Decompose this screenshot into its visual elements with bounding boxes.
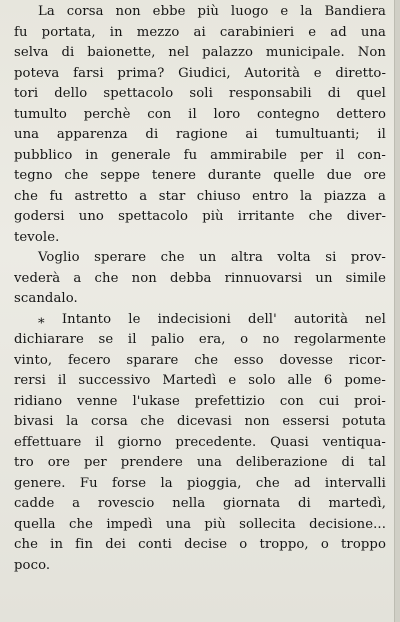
text-line: effettuare il giorno precedente. Quasi ventiqua- [14, 434, 386, 450]
paragraph-3 [14, 310, 386, 577]
text-line: vederà a che non debba rinnuovarsi un simile [14, 270, 386, 286]
text-line: selva di baionette, nel palazzo municipale. Non [14, 45, 386, 60]
text-line: cadde a rovescio nella giornata di martedì, [14, 496, 386, 511]
text-line: tumulto perchè con il loro contegno dettero [14, 106, 386, 122]
text-line: tro ore per prendere una deliberazione di tal [14, 455, 386, 470]
text-line: quella che impedì una più sollecita decisione... [14, 516, 386, 532]
paragraph-1 [14, 2, 386, 248]
text-line: ⁎ Intanto le indecisioni dell' autorità nel [38, 311, 386, 327]
text-line: pubblico in generale fu ammirabile per il con- [14, 147, 386, 163]
paragraph-2 [14, 248, 386, 310]
text-line: scandalo. [14, 291, 78, 306]
text-line: vinto, fecero sparare che esso dovesse ricor- [14, 352, 386, 368]
text-line: tevole. [14, 229, 60, 245]
text-line: La corsa non ebbe più luogo e la Bandiera [38, 4, 386, 19]
text-line: bivasi la corsa che dicevasi non essersi potuta [14, 414, 386, 429]
text-line: che in fin dei conti decise o troppo, o troppo [14, 537, 386, 552]
text-line: fu portata, in mezzo ai carabinieri e ad una [14, 24, 386, 40]
text-line: che fu astretto a star chiuso entro la piazza a [14, 188, 386, 204]
text-line: ridiano venne l'ukase prefettizio con cui proi- [14, 393, 386, 409]
text-line: poteva farsi prima? Giudici, Autorità e diretto- [14, 65, 386, 81]
text-line: poco. [14, 557, 51, 573]
text-line: rersi il successivo Martedì e solo alle 6 pome- [14, 373, 386, 388]
text-line: tori dello spettacolo soli responsabili di quel [14, 86, 386, 101]
text-line: tegno che seppe tenere durante quelle due ore [14, 168, 386, 183]
text-line: genere. Fu forse la pioggia, che ad intervalli [14, 475, 386, 491]
text-line: una apparenza di ragione ai tumultuanti; il [14, 127, 386, 142]
text-line: Voglio sperare che un altra volta si prov- [38, 250, 386, 265]
text-line: dichiarare se il palio era, o no regolarmente [14, 332, 386, 347]
text-line: godersi uno spettacolo più irritante che diver- [14, 209, 386, 224]
scan-edge [394, 0, 400, 622]
